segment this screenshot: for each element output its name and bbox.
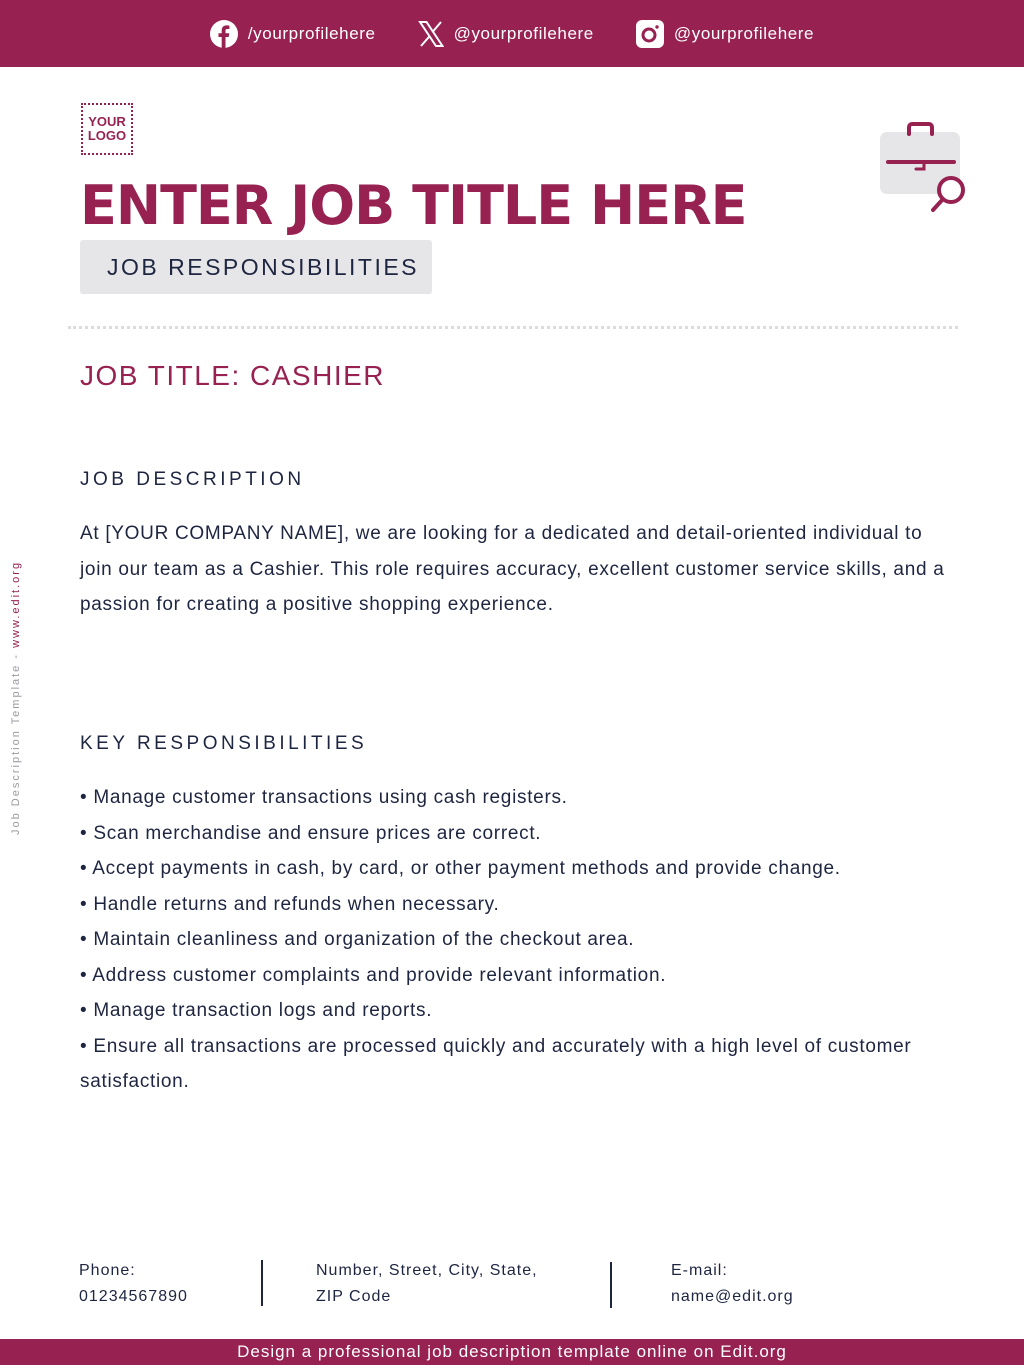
social-header-bar — [0, 0, 1024, 67]
social-instagram[interactable] — [636, 20, 814, 48]
logo-placeholder — [81, 103, 133, 155]
page-title: ENTER JOB TITLE HERE — [80, 174, 747, 237]
contact-section — [0, 1258, 1024, 1318]
facebook-handle: /yourprofilehere — [247, 23, 376, 43]
list-item: • Ensure all transactions are processed quickly and accurately with a high level of customer satisfaction. — [80, 1035, 912, 1092]
side-label-text: Job Description Template - — [10, 647, 22, 835]
responsibilities-list — [80, 780, 960, 1100]
key-responsibilities-heading: KEY RESPONSIBILITIES — [80, 733, 368, 754]
social-x[interactable] — [418, 21, 594, 47]
x-icon — [418, 21, 444, 47]
email-block — [671, 1258, 794, 1310]
list-item: • Manage transaction logs and reports. — [80, 1000, 433, 1021]
social-facebook[interactable] — [210, 20, 376, 48]
email-label: E-mail: — [671, 1262, 728, 1279]
job-description-heading: JOB DESCRIPTION — [80, 469, 305, 490]
list-item: • Accept payments in cash, by card, or other payment methods and provide change. — [80, 858, 841, 879]
address-line-2: ZIP Code — [316, 1288, 392, 1305]
subtitle-pill-label: JOB RESPONSIBILITIES — [107, 253, 420, 280]
contact-divider-1 — [261, 1260, 263, 1306]
email-value[interactable]: name@edit.org — [671, 1288, 794, 1305]
logo-line-1: YOUR — [88, 114, 126, 129]
phone-value[interactable]: 01234567890 — [79, 1288, 188, 1305]
facebook-icon — [210, 20, 238, 48]
footer-banner-text[interactable]: Design a professional job description template online on Edit.org — [237, 1342, 787, 1361]
address-block — [316, 1258, 538, 1310]
subtitle-pill — [80, 240, 432, 294]
logo-line-2: LOGO — [87, 128, 127, 143]
job-title-heading: JOB TITLE: CASHIER — [80, 360, 385, 391]
footer-banner — [0, 1339, 1024, 1365]
address-line-1: Number, Street, City, State, — [316, 1262, 538, 1279]
list-item: • Handle returns and refunds when necessary. — [80, 893, 500, 915]
list-item: • Manage customer transactions using cash registers. — [80, 787, 568, 808]
instagram-icon — [636, 20, 664, 48]
contact-divider-2 — [610, 1262, 612, 1308]
briefcase-search-icon — [876, 118, 972, 216]
dotted-divider — [68, 326, 958, 329]
side-label — [10, 561, 22, 835]
x-handle: @yourprofilehere — [453, 23, 594, 43]
phone-label: Phone: — [79, 1262, 136, 1279]
list-item: • Scan merchandise and ensure prices are correct. — [80, 822, 542, 844]
job-description-text: At [YOUR COMPANY NAME], we are looking for a dedicated and detail-oriented individual to join our team as a Cashier. This role requires accuracy, excellent customer service skills, and a passion for creating a positive shopping experience. — [80, 523, 945, 615]
phone-block — [79, 1258, 188, 1310]
list-item: • Address customer complaints and provide relevant information. — [80, 964, 667, 986]
side-label-url[interactable]: www.edit.org — [10, 560, 22, 648]
list-item: • Maintain cleanliness and organization of the checkout area. — [80, 929, 635, 950]
instagram-handle: @yourprofilehere — [673, 23, 815, 43]
